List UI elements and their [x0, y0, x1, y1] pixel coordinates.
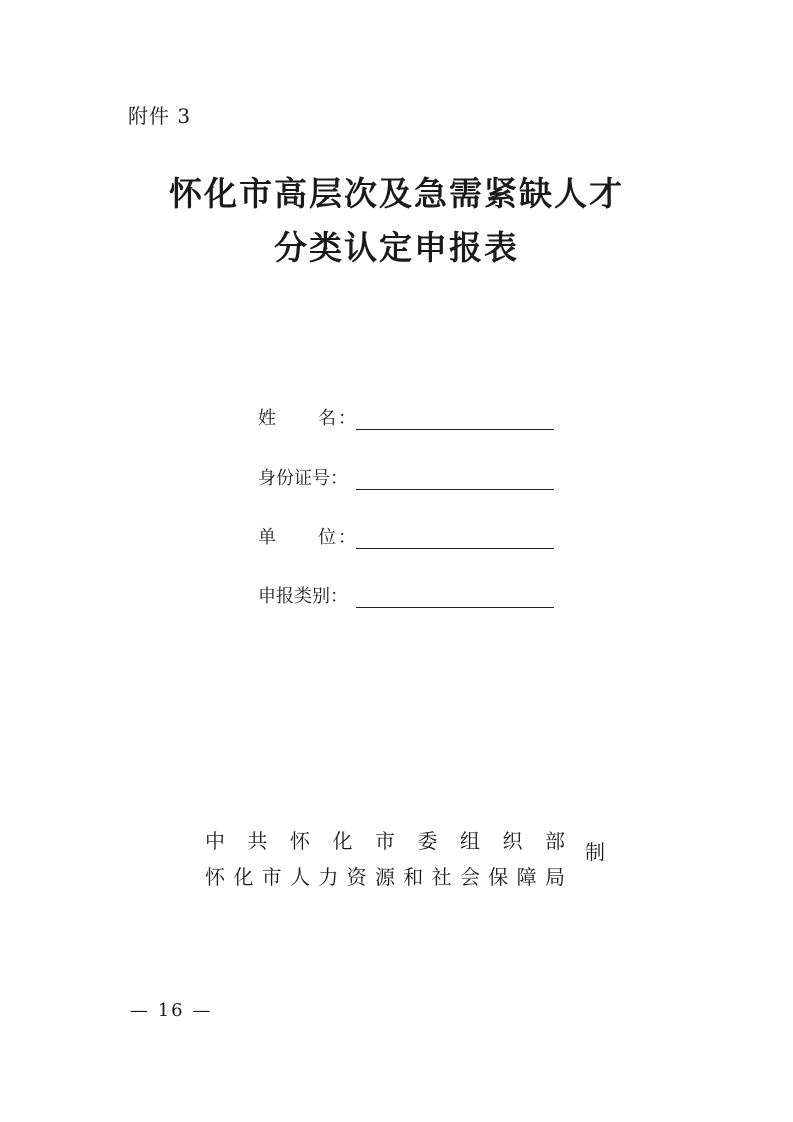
- issuer-line2-char: 社: [431, 865, 452, 889]
- issuer-line2-char: 局: [544, 865, 565, 889]
- issuer-suffix: 制: [585, 840, 605, 864]
- issuer-line2-char: 化: [233, 865, 254, 889]
- field-id-number-input[interactable]: [356, 465, 554, 490]
- field-name-label: 姓 名：: [258, 408, 358, 429]
- document-title-line2: 分类认定申报表: [274, 228, 519, 267]
- issuer-line2-char: 怀: [205, 865, 225, 889]
- issuer-line2-char: 会: [459, 865, 480, 889]
- field-category: [258, 578, 554, 608]
- issuer-line2-char: 力: [318, 865, 339, 889]
- field-name: [258, 400, 554, 430]
- field-unit: [258, 519, 554, 549]
- issuer-line2-char: 源: [374, 865, 395, 889]
- issuer-line2: [205, 859, 565, 895]
- issuer-line1-char: 织: [502, 829, 523, 853]
- issuer-line1-char: 中: [205, 829, 225, 853]
- issuer-line1-char: 组: [460, 829, 480, 853]
- page-number: — 16 —: [130, 1000, 213, 1021]
- issuer-line1-char: 部: [545, 829, 565, 853]
- field-category-label: 申报类别：: [258, 586, 348, 607]
- field-unit-input[interactable]: [356, 524, 554, 549]
- issuer-line1: [205, 823, 565, 859]
- issuer-line1-char: 市: [375, 829, 395, 853]
- issuer-line2-char: 市: [261, 865, 282, 889]
- field-category-input[interactable]: [356, 583, 554, 608]
- attachment-label: 附件 3: [128, 104, 192, 128]
- document-title-line1: 怀化市高层次及急需紧缺人才: [169, 174, 624, 213]
- field-id-number: [258, 460, 554, 490]
- issuer-line1-char: 共: [247, 829, 268, 853]
- issuer-line2-char: 资: [346, 865, 367, 889]
- issuer-line2-char: 障: [516, 865, 537, 889]
- field-unit-label: 单 位：: [258, 527, 358, 548]
- issuer-line2-char: 和: [403, 865, 424, 889]
- issuer-line1-char: 委: [417, 829, 438, 853]
- field-id-number-label: 身份证号：: [258, 468, 348, 489]
- issuer-line1-char: 怀: [290, 829, 310, 853]
- issuer-block: [205, 823, 565, 895]
- issuer-line1-char: 化: [332, 829, 353, 853]
- issuer-line2-char: 人: [289, 865, 310, 889]
- issuer-line2-char: 保: [488, 865, 509, 889]
- field-name-input[interactable]: [356, 405, 554, 430]
